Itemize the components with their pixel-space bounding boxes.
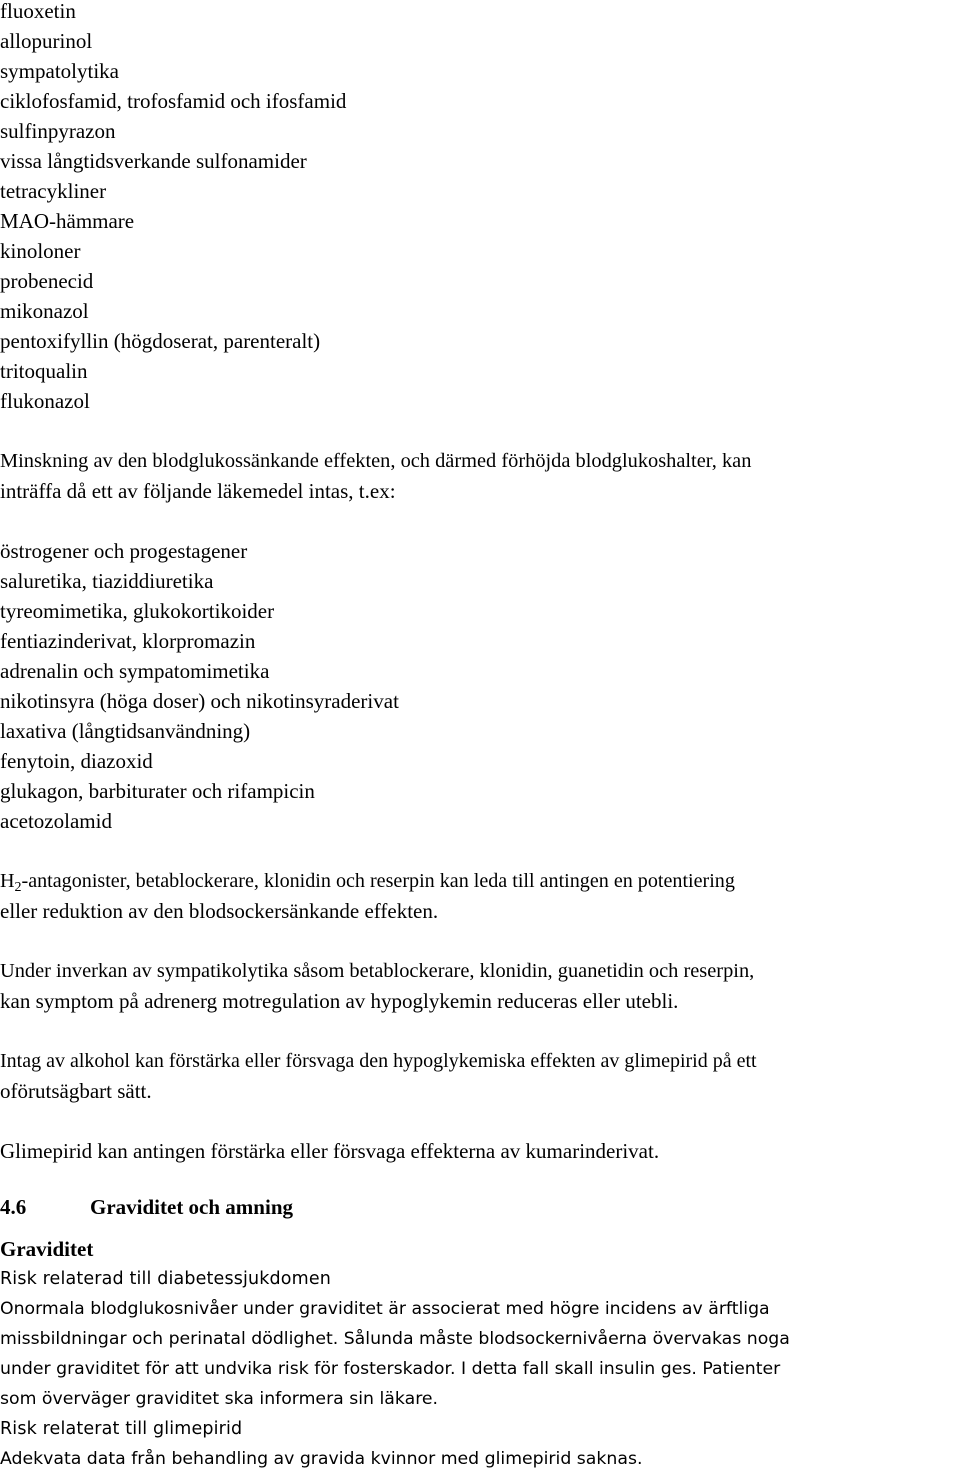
list-item: tetracykliner [0, 179, 107, 203]
list-item: fluoxetin [0, 0, 76, 23]
list-item: östrogener och progestagener [0, 539, 248, 563]
list-item: adrenalin och sympatomimetika [0, 659, 270, 683]
paragraph-line: Intag av alkohol kan förstärka eller försvaga den hypoglykemiska effekten av glimepirid på ett [0, 1050, 757, 1072]
paragraph-line: inträffa då ett av följande läkemedel intas, t.ex: [0, 479, 396, 503]
paragraph-line: Under inverkan av sympatikolytika såsom betablockerare, klonidin, guanetidin och reserpin, [0, 960, 755, 982]
list-item: tyreomimetika, glukokortikoider [0, 599, 275, 623]
h2-letter: H [0, 870, 15, 892]
section-title: Graviditet och amning [90, 1195, 293, 1219]
list-item: sulfinpyrazon [0, 119, 116, 143]
h2-subscript: 2 [14, 880, 22, 895]
list-item: sympatolytika [0, 59, 119, 83]
list-item: flukonazol [0, 389, 90, 413]
list-item: MAO-hämmare [0, 209, 135, 233]
risk-glimepirid-heading: Risk relaterat till glimepirid [0, 1419, 243, 1439]
list-item: pentoxifyllin (högdoserat, parenteralt) [0, 329, 321, 353]
paragraph-text: -antagonister, betablockerare, klonidin och reserpin kan leda till antingen en potentiering [21, 870, 735, 892]
list-item: ciklofosfamid, trofosfamid och ifosfamid [0, 89, 347, 113]
list-item: glukagon, barbiturater och rifampicin [0, 779, 315, 803]
paragraph-line: som överväger graviditet ska informera sin läkare. [0, 1389, 439, 1409]
list-item: allopurinol [0, 29, 93, 53]
list-item: fentiazinderivat, klorpromazin [0, 629, 256, 653]
list-item: saluretika, tiaziddiuretika [0, 569, 214, 593]
list-item: fenytoin, diazoxid [0, 749, 153, 773]
paragraph-coumarin: Glimepirid kan antingen förstärka eller försvaga effekterna av kumarinderivat. [0, 1139, 660, 1163]
paragraph-line: kan symptom på adrenerg motregulation av hypoglykemin reduceras eller utebli. [0, 989, 679, 1013]
paragraph-line [0, 866, 735, 896]
paragraph-line: under graviditet för att undvika risk för fosterskador. I detta fall skall insulin ges. Patienter [0, 1359, 781, 1379]
list-item: nikotinsyra (höga doser) och nikotinsyraderivat [0, 689, 399, 713]
list-item: tritoqualin [0, 359, 88, 383]
subheading-pregnancy: Graviditet [0, 1237, 94, 1261]
paragraph-line: Onormala blodglukosnivåer under graviditet är associerat med högre incidens av ärftliga [0, 1299, 770, 1319]
list-item: mikonazol [0, 299, 89, 323]
list-item: kinoloner [0, 239, 81, 263]
paragraph-line: oförutsägbart sätt. [0, 1079, 152, 1103]
section-heading [0, 1192, 293, 1222]
paragraph-line: missbildningar och perinatal dödlighet. Sålunda måste blodsockernivåerna övervakas noga [0, 1329, 790, 1349]
list-item: acetozolamid [0, 809, 112, 833]
risk-diabetes-heading: Risk relaterad till diabetessjukdomen [0, 1269, 332, 1289]
list-item: laxativa (långtidsanvändning) [0, 719, 251, 743]
section-number: 4.6 [0, 1195, 27, 1219]
list-item: probenecid [0, 269, 94, 293]
list-item: vissa långtidsverkande sulfonamider [0, 149, 307, 173]
paragraph-line: Minskning av den blodglukossänkande effekten, och därmed förhöjda blodglukoshalter, kan [0, 450, 752, 472]
paragraph-line: eller reduktion av den blodsockersänkande effekten. [0, 899, 439, 923]
paragraph-risk-glimepirid: Adekvata data från behandling av gravida kvinnor med glimepirid saknas. [0, 1449, 643, 1469]
